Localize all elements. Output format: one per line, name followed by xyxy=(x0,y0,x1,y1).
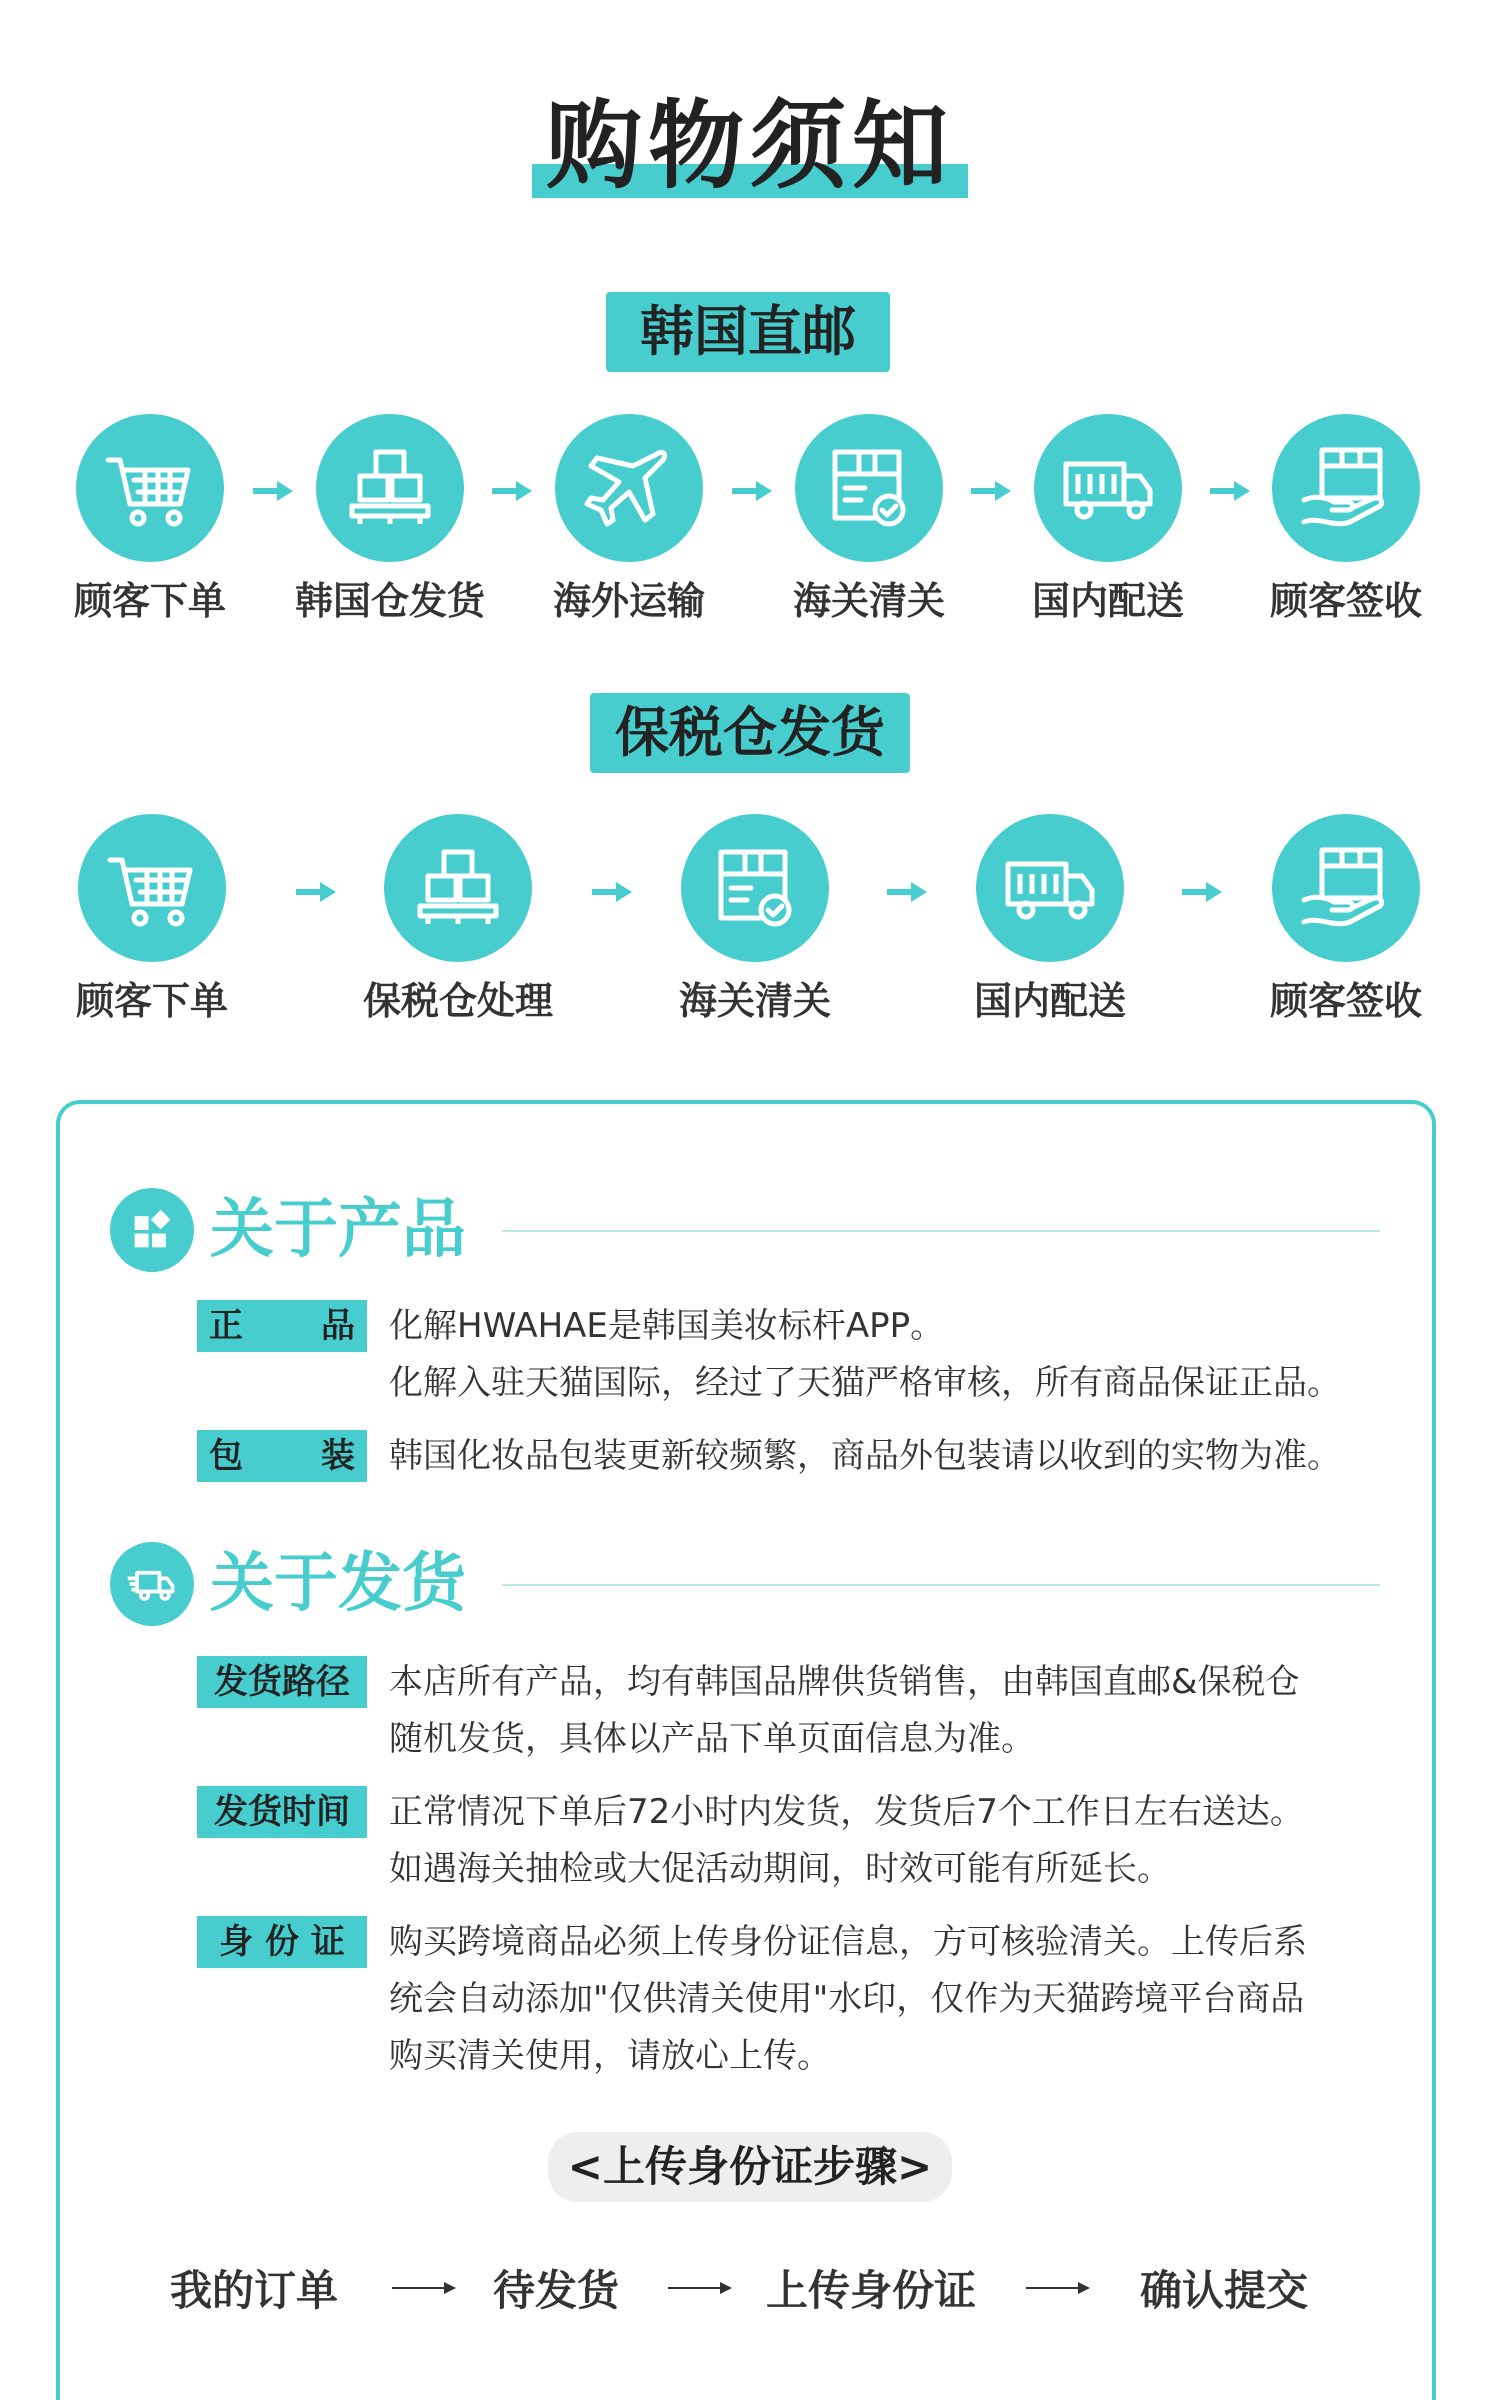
row-text xyxy=(389,1298,1389,1412)
row-text-line: 如遇海关抽检或大促活动期间，时效可能有所延长。 xyxy=(389,1849,1171,1889)
arrow-right-icon xyxy=(592,880,632,904)
row-label-char: 包 xyxy=(209,1436,243,1476)
step-label: 顾客下单 xyxy=(75,979,228,1023)
product-grid-icon xyxy=(110,1188,194,1272)
korea-step-overseas xyxy=(529,414,729,625)
korea-step-delivery xyxy=(1008,414,1208,625)
row-text xyxy=(389,1654,1389,1768)
step-label: 海外运输 xyxy=(552,579,705,623)
page-title-wrap xyxy=(0,90,1500,202)
step-label: 顾客下单 xyxy=(73,579,226,623)
row-label-char: 装 xyxy=(321,1436,355,1476)
long-arrow-right-icon xyxy=(392,2280,456,2296)
bonded-step-delivery xyxy=(950,814,1150,1025)
korea-step-warehouse xyxy=(290,414,490,625)
step-label: 海关清关 xyxy=(678,979,831,1023)
korea-direct-tag: 韩国直邮 xyxy=(606,292,890,372)
row-text-line: 韩国化妆品包装更新较频繁，商品外包装请以收到的实物为准。 xyxy=(389,1436,1341,1476)
customs-check-icon xyxy=(681,814,829,962)
long-arrow-right-icon xyxy=(668,2280,732,2296)
row-label: 发货时间 xyxy=(197,1786,367,1838)
package-hand-icon xyxy=(1272,814,1420,962)
cart-icon xyxy=(76,414,224,562)
row-label: 身 份 证 xyxy=(197,1916,367,1968)
row-text xyxy=(389,1428,1389,1485)
korea-step-order xyxy=(50,414,250,625)
airplane-icon xyxy=(555,414,703,562)
step-label: 顾客签收 xyxy=(1269,979,1422,1023)
flow-step-pending: 待发货 xyxy=(493,2266,620,2315)
flow-step-confirm: 确认提交 xyxy=(1140,2266,1309,2315)
arrow-right-icon xyxy=(253,479,293,503)
row-text-line: 购买跨境商品必须上传身份证信息，方可核验清关。上传后系 xyxy=(389,1922,1307,1962)
bonded-tag: 保税仓发货 xyxy=(590,693,910,773)
arrow-right-icon xyxy=(1182,880,1222,904)
warehouse-boxes-icon xyxy=(316,414,464,562)
truck-icon xyxy=(976,814,1124,962)
bonded-step-process xyxy=(358,814,558,1025)
arrow-right-icon xyxy=(971,479,1011,503)
bonded-step-signed xyxy=(1246,814,1446,1025)
arrow-right-icon xyxy=(492,479,532,503)
row-text xyxy=(389,1784,1389,1898)
bonded-step-order xyxy=(52,814,252,1025)
korea-step-customs xyxy=(769,414,969,625)
row-text-line: 统会自动添加"仅供清关使用"水印，仅作为天猫跨境平台商品 xyxy=(389,1979,1305,2019)
divider-line xyxy=(502,1584,1380,1586)
warehouse-boxes-icon xyxy=(384,814,532,962)
row-label-char: 正 xyxy=(209,1306,243,1346)
row-text-line: 正常情况下单后72小时内发货，发货后7个工作日左右送达。 xyxy=(389,1792,1304,1832)
step-label: 国内配送 xyxy=(1031,579,1184,623)
bonded-step-customs xyxy=(655,814,855,1025)
row-text-line: 化解HWAHAE是韩国美妆标杆APP。 xyxy=(389,1306,945,1346)
korea-step-signed xyxy=(1246,414,1446,625)
row-label xyxy=(197,1430,367,1482)
page-title: 购物须知 xyxy=(532,90,968,202)
flow-step-my-order: 我的订单 xyxy=(170,2266,339,2315)
divider-line xyxy=(502,1230,1380,1232)
about-product-title: 关于产品 xyxy=(210,1193,466,1267)
about-shipping-title: 关于发货 xyxy=(210,1547,466,1621)
row-text-line: 随机发货，具体以产品下单页面信息为准。 xyxy=(389,1719,1035,1759)
arrow-right-icon xyxy=(296,880,336,904)
step-label: 顾客签收 xyxy=(1269,579,1422,623)
step-label: 韩国仓发货 xyxy=(294,579,485,623)
cart-icon xyxy=(78,814,226,962)
truck-icon xyxy=(1034,414,1182,562)
row-text-line: 购买清关使用，请放心上传。 xyxy=(389,2036,831,2076)
customs-check-icon xyxy=(795,414,943,562)
row-text-line: 本店所有产品，均有韩国品牌供货销售，由韩国直邮&保税仓 xyxy=(389,1662,1300,1702)
arrow-right-icon xyxy=(732,479,772,503)
row-label: 发货路径 xyxy=(197,1656,367,1708)
row-label-char: 品 xyxy=(321,1306,355,1346)
step-label: 国内配送 xyxy=(973,979,1126,1023)
arrow-right-icon xyxy=(1210,479,1250,503)
row-text xyxy=(389,1914,1389,2085)
package-hand-icon xyxy=(1272,414,1420,562)
id-upload-title-wrap xyxy=(0,2132,1500,2202)
flow-step-upload-id: 上传身份证 xyxy=(766,2266,977,2315)
id-upload-title: <上传身份证步骤> xyxy=(548,2132,952,2202)
row-text-line: 化解入驻天猫国际，经过了天猫严格审核，所有商品保证正品。 xyxy=(389,1363,1341,1403)
row-label xyxy=(197,1300,367,1352)
step-label: 保税仓处理 xyxy=(362,979,553,1023)
arrow-right-icon xyxy=(887,880,927,904)
delivery-truck-icon xyxy=(110,1542,194,1626)
step-label: 海关清关 xyxy=(792,579,945,623)
long-arrow-right-icon xyxy=(1026,2280,1090,2296)
